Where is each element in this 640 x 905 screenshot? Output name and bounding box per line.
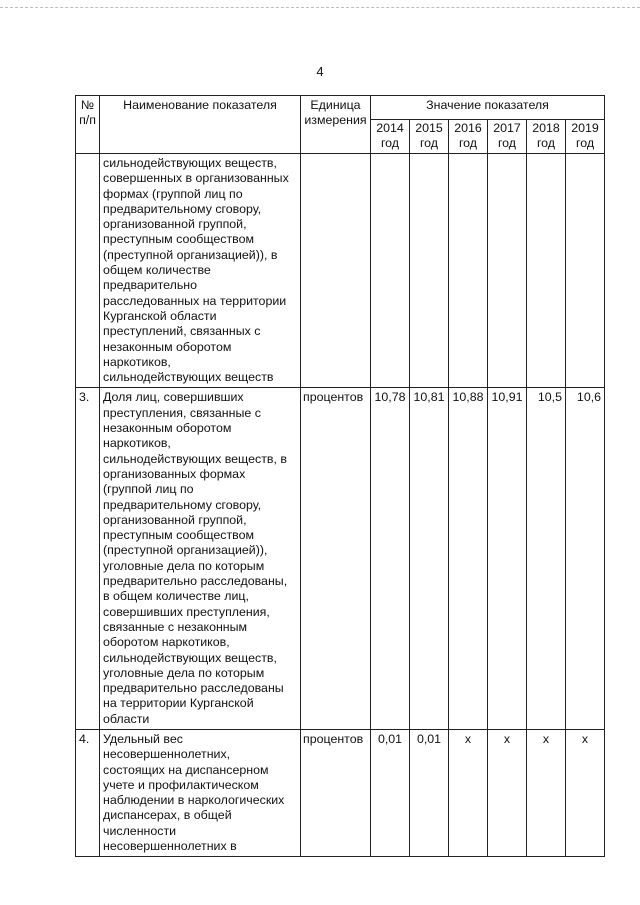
header-name: Наименование показателя [100,96,301,154]
header-year: 2019 год [566,120,605,154]
row-unit [301,154,371,388]
table-row [76,154,605,388]
row-value [527,154,566,388]
row-number: 3. [76,388,100,730]
row-value: 0,01 [371,729,410,856]
row-value [371,154,410,388]
header-year: 2016 год [449,120,488,154]
row-name: Удельный вес несовершеннолетних, состоящих на диспансерном учете и профилактическом наблюдении в наркологических диспансерах, в общей численности несовершеннолетних в [100,729,301,856]
row-value: 10,78 [371,388,410,730]
scan-edge-line [0,7,640,8]
row-value [488,154,527,388]
header-year: 2017 год [488,120,527,154]
row-value: х [566,729,605,856]
row-value: х [527,729,566,856]
header-number: № п/п [76,96,100,154]
header-unit: Единица измерения [301,96,371,154]
indicator-table [75,95,605,857]
row-name: сильнодействующих веществ, совершенных в организованных формах (группой лиц по предварительному сговору, организованной группой, преступным сообществом (преступной организацией)), в общем количестве предварительно расследованных на территории Курганской области преступлений, связанных с незаконным оборотом наркотиков, сильнодействующих веществ [100,154,301,388]
row-number: 4. [76,729,100,856]
header-year: 2018 год [527,120,566,154]
page-number: 4 [316,64,324,79]
row-value [449,154,488,388]
row-unit: процентов [301,388,371,730]
row-value [566,154,605,388]
header-year: 2015 год [410,120,449,154]
row-value: 10,5 [527,388,566,730]
header-values-group: Значение показателя [371,96,605,120]
table-row [76,729,605,856]
row-value: 0,01 [410,729,449,856]
row-value: 10,81 [410,388,449,730]
row-value: х [449,729,488,856]
row-value: 10,88 [449,388,488,730]
row-unit: процентов [301,729,371,856]
row-value [410,154,449,388]
table-row [76,388,605,730]
row-value: 10,6 [566,388,605,730]
row-value: 10,91 [488,388,527,730]
row-value: х [488,729,527,856]
row-name: Доля лиц, совершивших преступления, связанные с незаконным оборотом наркотиков, сильнодействующих веществ, в организованных формах (группой лиц по предварительному сговору, организованной группой, преступным сообществом (преступной организацией)), уголовные дела по которым предварительно расследованы, в общем количестве лиц, совершивших преступления, связанные с незаконным оборотом наркотиков, сильнодействующих веществ, уголовные дела по которым предварительно расследованы на территории Курганской области [100,388,301,730]
header-year: 2014 год [371,120,410,154]
row-number [76,154,100,388]
